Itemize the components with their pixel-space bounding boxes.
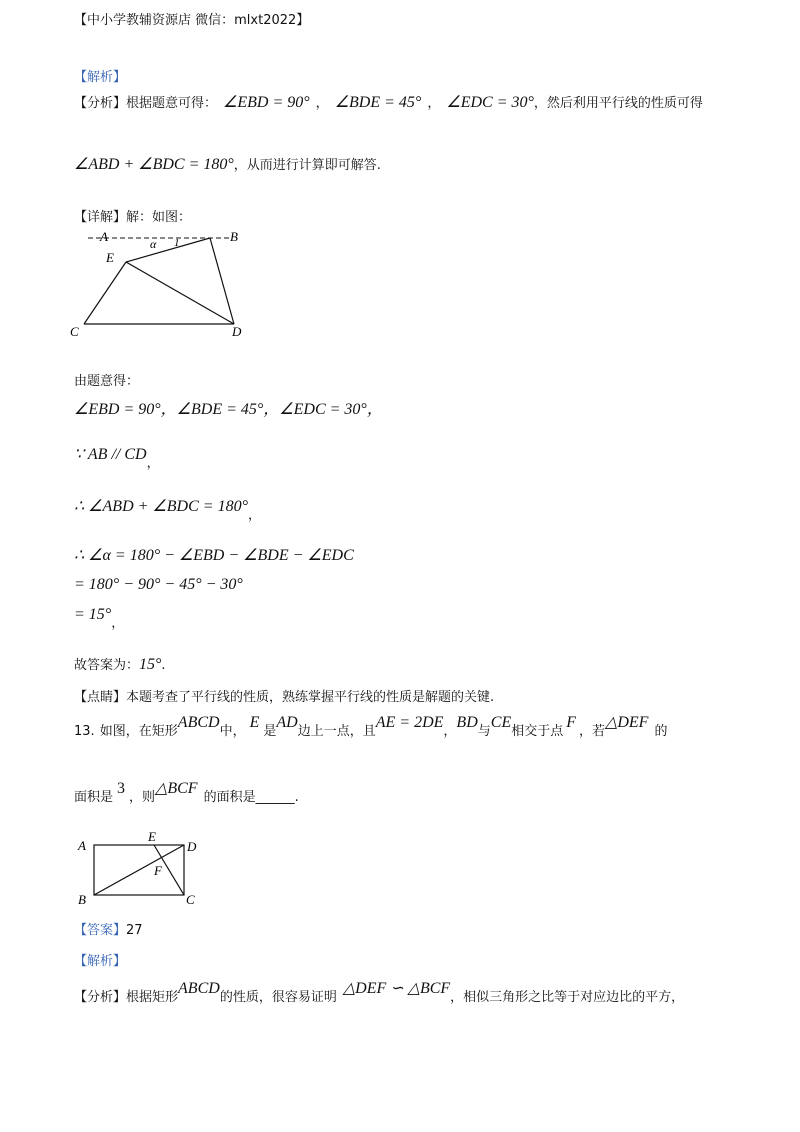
q13-analysis-line (74, 980, 685, 1010)
label-B: B (230, 229, 238, 244)
therefore-end: ， (247, 508, 261, 523)
q13-text-11: ，则 (129, 790, 156, 805)
label-A: A (100, 229, 108, 244)
q13-analysis-math-abcd: ABCD (178, 980, 220, 997)
analysis-end: ，从而进行计算即可解答. (233, 158, 381, 173)
q13-text-10: 面积是 (74, 790, 114, 805)
q13-analysis-text-3: ，相似三角形之比等于对应边比的平方， (450, 990, 685, 1005)
dianjing-text: 本题考查了平行线的性质，熟练掌握平行线的性质是解题的关键. (126, 690, 495, 705)
q13-math-abcd: ABCD (177, 714, 220, 731)
label-E: E (106, 250, 114, 265)
q13-text-6: 与 (477, 724, 491, 739)
eq-bde: ∠BDE = 45° (334, 94, 422, 111)
q13-text-1: 如图，在矩形 (99, 724, 178, 739)
q13-answer-line (74, 919, 143, 938)
calc-step-3: = 15° (74, 606, 112, 623)
q13-math-3: 3 (117, 780, 126, 797)
analysis-label: 【分析】 (74, 96, 127, 111)
q13-figure (70, 826, 210, 908)
eq-edc: ∠EDC = 30° (446, 94, 534, 111)
therefore-line (74, 496, 261, 523)
label-alpha: α (150, 237, 157, 251)
q13-math-ad: AD (276, 714, 298, 731)
segment-bd (210, 238, 234, 324)
q13-math-bd: BD (456, 714, 478, 731)
dianjing-line (74, 686, 494, 705)
q13-math-def: △DEF (605, 714, 649, 731)
label-C: C (186, 892, 195, 907)
answer-text: 故答案为： (74, 658, 140, 673)
segment-ed (126, 262, 234, 324)
q13-text-12: 的面积是______. (203, 790, 299, 805)
calc-step-2: = 180° − 90° − 45° − 30° (74, 576, 243, 593)
label-F: F (154, 863, 162, 878)
q13-line-1 (74, 714, 668, 744)
eq-ebd: ∠EBD = 90° (223, 94, 310, 111)
q13-jiexi-label: 【解析】 (74, 954, 127, 969)
because-parallel: ∵ AB // CD (74, 446, 147, 463)
calc-step-1: ∴ ∠α = 180° − ∠EBD − ∠BDE − ∠EDC (74, 547, 354, 564)
segment-ec (84, 262, 126, 324)
q13-text-4: 边上一点，且 (297, 724, 376, 739)
q13-text-3: 是 (263, 724, 277, 739)
detail-intro: 解：如图： (126, 210, 192, 225)
q13-analysis-math-similar: △DEF ∽ △BCF (342, 980, 451, 997)
detail-label: 【详解】 (74, 210, 127, 225)
jiexi-label: 【解析】 (74, 70, 127, 85)
because-line (74, 444, 160, 471)
q13-math-e: E (249, 714, 260, 731)
analysis-mid: ，然后利用平行线的性质可得 (533, 96, 703, 111)
comma-1: ， (315, 96, 329, 111)
q13-text-7: 相交于点 (511, 724, 564, 739)
q13-line-2 (74, 780, 299, 810)
q13-answer-value: 27 (126, 923, 143, 938)
q13-text-5: ， (443, 724, 457, 739)
label-D: D (187, 839, 197, 854)
q13-number: 13. (74, 724, 95, 739)
because-end: ， (146, 456, 160, 471)
source-header: 【中小学教辅资源店 微信：mlxt2022】 (74, 13, 310, 28)
q12-figure (60, 224, 260, 344)
q13-text-2: 中， (219, 724, 246, 739)
answer-end: . (161, 658, 166, 673)
analysis-intro: 根据题意可得： (126, 96, 218, 111)
therefore-sum: ∴ ∠ABD + ∠BDC = 180° (74, 498, 248, 515)
q13-text-9: 的 (654, 724, 668, 739)
given-angles: ∠EBD = 90°，∠BDE = 45°，∠EDC = 30°， (74, 401, 383, 418)
diagonal-bd (94, 845, 184, 895)
calc-step-3-end: ， (111, 616, 125, 631)
q13-analysis-label: 【分析】 (74, 990, 127, 1005)
q13-analysis-text-1: 根据矩形 (126, 990, 179, 1005)
label-D: D (232, 324, 242, 339)
dianjing-label: 【点睛】 (74, 690, 127, 705)
label-A: A (78, 838, 86, 853)
calc-step-3-line (74, 604, 125, 631)
label-B: B (78, 892, 86, 907)
q13-math-f: F (566, 714, 577, 731)
eq-sum: ∠ABD + ∠BDC = 180° (74, 156, 234, 173)
label-angle-1: 1 (174, 237, 180, 249)
q13-text-8: ，若 (579, 724, 606, 739)
q13-analysis-text-2: 的性质，很容易证明 (219, 990, 337, 1005)
q13-answer-label: 【答案】 (74, 923, 127, 938)
comma-2: ， (427, 96, 441, 111)
label-E: E (148, 829, 156, 844)
detail-line (74, 206, 191, 225)
q13-math-bcf: △BCF (155, 780, 198, 797)
answer-line (74, 654, 166, 674)
answer-value: 15° (139, 656, 162, 673)
analysis-line-2 (74, 154, 381, 174)
q13-math-ce: CE (490, 714, 512, 731)
from-question: 由题意得： (74, 374, 140, 389)
q13-math-ae2de: AE = 2DE (375, 714, 444, 731)
analysis-line-1 (74, 92, 703, 112)
segment-be (126, 238, 210, 262)
label-C: C (70, 324, 79, 339)
